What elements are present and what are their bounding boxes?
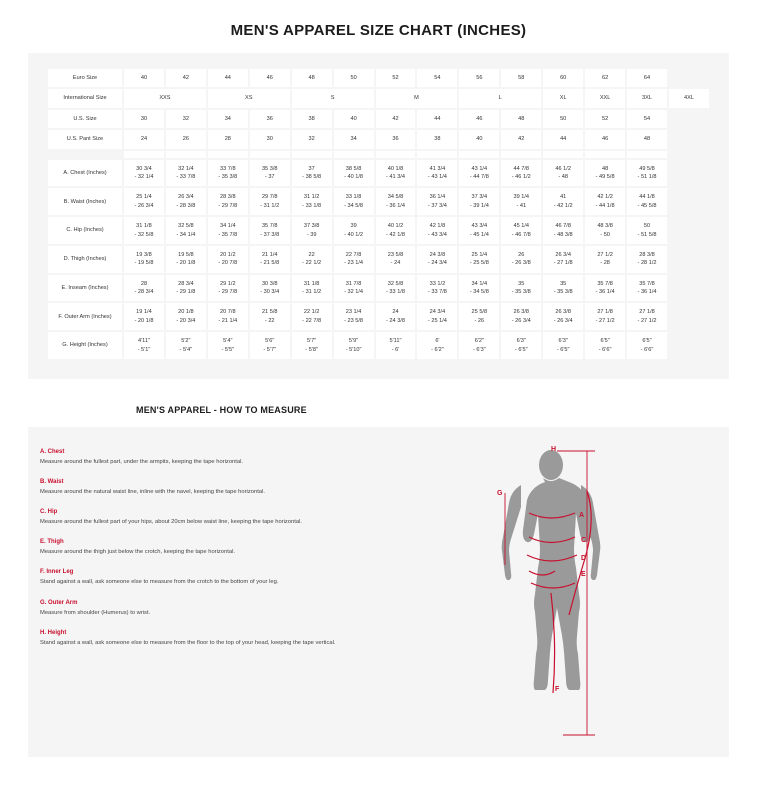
table-cell: 46 1/2 - 48 (543, 160, 583, 187)
table-row (48, 130, 709, 148)
table-cell: 30 (250, 130, 290, 148)
table-cell: 25 1/4 - 26 3/4 (124, 188, 164, 215)
table-cell: 34 1/4 - 35 7/8 (208, 217, 248, 244)
spacer-cell (376, 151, 416, 158)
spacer-cell (292, 151, 332, 158)
table-cell: 32 (166, 110, 206, 128)
table-cell: 36 (250, 110, 290, 128)
spacer-cell (250, 151, 290, 158)
table-cell: 31 1/8 - 31 1/2 (292, 275, 332, 302)
table-cell: 41 - 42 1/2 (543, 188, 583, 215)
size-chart-panel (28, 53, 729, 379)
table-row (48, 303, 709, 330)
table-cell: 26 (166, 130, 206, 148)
table-cell: 35 7/8 - 37 3/8 (250, 217, 290, 244)
spacer-cell (501, 151, 541, 158)
table-cell: 21 1/4 - 21 5/8 (250, 246, 290, 273)
table-cell: 20 7/8 - 21 1/4 (208, 303, 248, 330)
spacer-cell (543, 151, 583, 158)
measure-text: Measure around the fullest part, under the armpits, keeping the tape horizontal. (40, 459, 244, 466)
table-cell: 23 1/4 - 23 5/8 (334, 303, 374, 330)
label-f: F (554, 686, 559, 694)
table-cell: 41 3/4 - 43 1/4 (417, 160, 457, 187)
table-cell: 6' - 6'2" (417, 332, 457, 359)
label-h: H (550, 446, 556, 454)
table-cell: XXL (585, 89, 625, 107)
measure-heading: C. Hip (40, 509, 58, 516)
spacer-cell (166, 151, 206, 158)
table-cell: 34 (334, 130, 374, 148)
measure-text: Measure around the thigh just below the crotch, keeping the tape horizontal. (40, 549, 235, 556)
table-cell: M (376, 89, 458, 107)
measure-text: Measure from shoulder (Humerus) to wrist. (40, 609, 151, 616)
measure-instruction (40, 449, 388, 466)
body-silhouette (501, 450, 600, 690)
measure-text: Measure around the natural waist line, inline with the navel, keeping the tape horizontal. (40, 489, 265, 496)
table-row (48, 275, 709, 302)
row-label: C. Hip (Inches) (48, 217, 122, 244)
spacer-cell (459, 151, 499, 158)
table-cell: 31 1/8 - 32 5/8 (124, 217, 164, 244)
table-cell: 22 - 22 1/2 (292, 246, 332, 273)
table-cell: 30 3/8 - 30 3/4 (250, 275, 290, 302)
measure-instruction-list (28, 443, 388, 743)
table-cell: 21 5/8 - 22 (250, 303, 290, 330)
table-cell: 46 (250, 69, 290, 87)
measure-heading: B. Waist (40, 479, 64, 486)
table-cell: 42 1/2 - 44 1/8 (585, 188, 625, 215)
table-cell: 35 3/8 - 37 (250, 160, 290, 187)
table-cell: 32 (292, 130, 332, 148)
measure-instruction (40, 509, 388, 526)
table-cell: 43 1/4 - 44 7/8 (459, 160, 499, 187)
table-cell: 58 (501, 69, 541, 87)
table-cell: 25 5/8 - 26 (459, 303, 499, 330)
row-label: E. Inseam (Inches) (48, 275, 122, 302)
label-c: C (580, 537, 586, 545)
spacer-cell (417, 151, 457, 158)
how-to-measure-section (28, 405, 729, 757)
table-cell: 22 1/2 - 22 7/8 (292, 303, 332, 330)
table-cell: 48 (627, 130, 667, 148)
how-to-measure-title: MEN'S APPAREL - HOW TO MEASURE (136, 405, 307, 416)
row-label: Euro Size (48, 69, 122, 87)
body-figure (388, 443, 729, 743)
spacer-cell (334, 151, 374, 158)
table-cell: 44 1/8 - 45 5/8 (627, 188, 667, 215)
table-cell: 29 7/8 - 31 1/2 (250, 188, 290, 215)
table-cell: 23 5/8 - 24 (376, 246, 416, 273)
table-cell: 26 3/8 - 26 3/4 (501, 303, 541, 330)
label-d: D (580, 555, 586, 563)
measure-heading: F. Inner Leg (40, 569, 74, 576)
table-cell: 40 (124, 69, 164, 87)
table-cell: 44 7/8 - 46 1/2 (501, 160, 541, 187)
table-cell: 32 1/4 - 33 7/8 (166, 160, 206, 187)
table-cell: 32 5/8 - 34 1/4 (166, 217, 206, 244)
table-cell: 24 3/8 - 24 3/4 (417, 246, 457, 273)
table-cell: 54 (627, 110, 667, 128)
spacer-cell (48, 151, 122, 158)
label-g: G (496, 490, 502, 498)
table-row (48, 332, 709, 359)
table-cell: 56 (459, 69, 499, 87)
measure-instruction (40, 569, 388, 586)
table-cell: 35 - 35 3/8 (501, 275, 541, 302)
table-cell: 39 1/4 - 41 (501, 188, 541, 215)
table-cell: 38 (417, 130, 457, 148)
table-cell: 46 7/8 - 48 3/8 (543, 217, 583, 244)
table-row (48, 110, 709, 128)
table-cell: 46 (585, 130, 625, 148)
table-cell: 52 (376, 69, 416, 87)
table-cell: 40 1/2 - 42 1/8 (376, 217, 416, 244)
row-label: D. Thigh (Inches) (48, 246, 122, 273)
table-cell: 34 (208, 110, 248, 128)
table-cell: 34 1/4 - 34 5/8 (459, 275, 499, 302)
table-cell: XXS (124, 89, 206, 107)
table-cell: 6'5" - 6'6" (627, 332, 667, 359)
table-cell: 6'5" - 6'6" (585, 332, 625, 359)
size-chart-table (46, 67, 711, 361)
table-cell: 35 - 35 3/8 (543, 275, 583, 302)
measure-instruction (40, 600, 388, 617)
spacer-cell (124, 151, 164, 158)
table-cell: 26 3/8 - 26 3/4 (543, 303, 583, 330)
table-cell: 40 (334, 110, 374, 128)
table-cell: 38 5/8 - 40 1/8 (334, 160, 374, 187)
table-cell: 44 (417, 110, 457, 128)
table-cell: 28 (208, 130, 248, 148)
measure-heading: G. Outer Arm (40, 599, 78, 606)
table-cell: 20 1/2 - 20 7/8 (208, 246, 248, 273)
measure-heading: E. Thigh (40, 539, 64, 546)
table-cell: 26 3/4 - 27 1/8 (543, 246, 583, 273)
table-cell: 19 5/8 - 20 1/8 (166, 246, 206, 273)
table-cell: L (459, 89, 541, 107)
table-cell: 33 1/8 - 34 5/8 (334, 188, 374, 215)
table-cell: 54 (417, 69, 457, 87)
label-e: E (580, 571, 586, 579)
table-row (48, 160, 709, 187)
table-cell: 24 (124, 130, 164, 148)
table-cell: 29 1/2 - 29 7/8 (208, 275, 248, 302)
table-cell: 40 (459, 130, 499, 148)
table-cell: 37 3/8 - 39 (292, 217, 332, 244)
measure-text: Stand against a wall, ask someone else to measure from the floor to the top of your head, keeping the tape vertical. (40, 639, 336, 646)
table-cell: 5'6" - 5'7" (250, 332, 290, 359)
table-cell: 19 1/4 - 20 1/8 (124, 303, 164, 330)
row-label: G. Height (Inches) (48, 332, 122, 359)
table-cell: 42 (501, 130, 541, 148)
spacer-cell (627, 151, 667, 158)
table-cell: XS (208, 89, 290, 107)
table-cell: 33 1/2 - 33 7/8 (417, 275, 457, 302)
table-cell: 62 (585, 69, 625, 87)
table-cell: 5'11" - 6' (376, 332, 416, 359)
row-label: B. Waist (Inches) (48, 188, 122, 215)
table-cell: 36 (376, 130, 416, 148)
table-cell: 42 (166, 69, 206, 87)
table-cell: 34 5/8 - 36 1/4 (376, 188, 416, 215)
table-cell: 4XL (669, 89, 709, 107)
table-cell: 33 7/8 - 35 3/8 (208, 160, 248, 187)
table-row (48, 89, 709, 107)
page-title: MEN'S APPAREL SIZE CHART (INCHES) (230, 22, 527, 39)
table-cell: 39 - 40 1/2 (334, 217, 374, 244)
table-row (48, 246, 709, 273)
table-cell: 28 3/4 - 29 1/8 (166, 275, 206, 302)
table-cell: 5'2" - 5'4" (166, 332, 206, 359)
row-label: U.S. Pant Size (48, 130, 122, 148)
table-cell: 48 (292, 69, 332, 87)
table-cell: 28 3/8 - 28 1/2 (627, 246, 667, 273)
table-cell: 35 7/8 - 36 1/4 (585, 275, 625, 302)
table-cell: 31 7/8 - 32 1/4 (334, 275, 374, 302)
table-cell: 30 (124, 110, 164, 128)
label-a: A (578, 512, 584, 520)
table-cell: 37 3/4 - 39 1/4 (459, 188, 499, 215)
table-cell: 50 - 51 5/8 (627, 217, 667, 244)
measure-instruction (40, 479, 388, 496)
table-row (48, 188, 709, 215)
table-cell: 38 (292, 110, 332, 128)
table-cell: 3XL (627, 89, 667, 107)
table-cell: 42 (376, 110, 416, 128)
table-cell: 50 (543, 110, 583, 128)
row-label: A. Chest (Inches) (48, 160, 122, 187)
row-label: F. Outer Arm (Inches) (48, 303, 122, 330)
table-cell: 5'4" - 5'5" (208, 332, 248, 359)
table-cell: 4'11" - 5'1" (124, 332, 164, 359)
table-cell: 27 1/8 - 27 1/2 (627, 303, 667, 330)
measure-text: Stand against a wall, ask someone else to measure from the crotch to the bottom of your leg. (40, 579, 279, 586)
table-row (48, 217, 709, 244)
table-cell: 27 1/2 - 28 (585, 246, 625, 273)
table-cell: 19 3/8 - 19 5/8 (124, 246, 164, 273)
table-cell: 28 3/8 - 29 7/8 (208, 188, 248, 215)
table-cell: 6'2" - 6'3" (459, 332, 499, 359)
measure-instruction (40, 630, 388, 647)
table-cell: 22 7/8 - 23 1/4 (334, 246, 374, 273)
spacer-cell (208, 151, 248, 158)
table-cell: 50 (334, 69, 374, 87)
measure-instruction (40, 539, 388, 556)
table-cell: 46 (459, 110, 499, 128)
table-cell: 5'7" - 5'8" (292, 332, 332, 359)
table-cell: 42 1/8 - 43 3/4 (417, 217, 457, 244)
table-cell: S (292, 89, 374, 107)
table-cell: 49 5/8 - 51 1/8 (627, 160, 667, 187)
table-cell: 48 3/8 - 50 (585, 217, 625, 244)
table-spacer-row (48, 151, 709, 158)
table-cell: 6'3" - 6'5" (501, 332, 541, 359)
table-cell: 40 1/8 - 41 3/4 (376, 160, 416, 187)
table-cell: 31 1/2 - 33 1/8 (292, 188, 332, 215)
table-cell: 36 1/4 - 37 3/4 (417, 188, 457, 215)
table-cell: 44 (543, 130, 583, 148)
spacer-cell (585, 151, 625, 158)
table-cell: 20 1/8 - 20 3/4 (166, 303, 206, 330)
table-cell: 26 3/4 - 28 3/8 (166, 188, 206, 215)
row-label: International Size (48, 89, 122, 107)
table-cell: 37 - 38 5/8 (292, 160, 332, 187)
table-row (48, 69, 709, 87)
table-cell: 28 - 28 3/4 (124, 275, 164, 302)
table-cell: 24 3/4 - 25 1/4 (417, 303, 457, 330)
table-cell: 48 - 49 5/8 (585, 160, 625, 187)
measure-heading: A. Chest (40, 449, 65, 456)
table-cell: 25 1/4 - 25 5/8 (459, 246, 499, 273)
table-cell: 35 7/8 - 36 1/4 (627, 275, 667, 302)
table-cell: 5'9" - 5'10" (334, 332, 374, 359)
table-cell: 26 - 26 3/8 (501, 246, 541, 273)
measure-text: Measure around the fullest part of your hips, about 20cm below waist line, keeping the tape horizontal. (40, 519, 302, 526)
table-cell: 64 (627, 69, 667, 87)
row-label: U.S. Size (48, 110, 122, 128)
table-cell: 6'3" - 6'5" (543, 332, 583, 359)
table-cell: 24 - 24 3/8 (376, 303, 416, 330)
table-cell: 30 3/4 - 32 1/4 (124, 160, 164, 187)
table-cell: 44 (208, 69, 248, 87)
table-cell: 43 3/4 - 45 1/4 (459, 217, 499, 244)
table-cell: 60 (543, 69, 583, 87)
table-cell: 48 (501, 110, 541, 128)
table-cell: 45 1/4 - 46 7/8 (501, 217, 541, 244)
table-cell: 52 (585, 110, 625, 128)
measure-heading: H. Height (40, 629, 67, 636)
table-cell: XL (543, 89, 583, 107)
table-cell: 27 1/8 - 27 1/2 (585, 303, 625, 330)
table-cell: 32 5/8 - 33 1/8 (376, 275, 416, 302)
